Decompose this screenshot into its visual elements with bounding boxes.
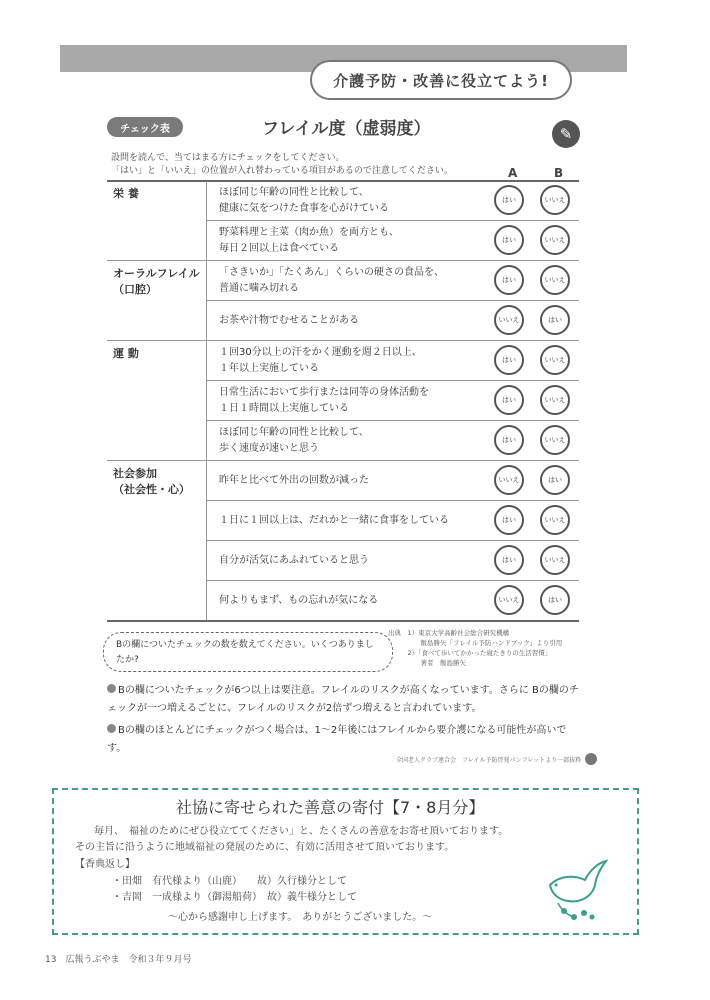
answer-b-option[interactable]: いいえ (540, 345, 570, 375)
row-separator (206, 500, 579, 501)
bullet-icon (107, 724, 116, 733)
count-prompt-bubble: Bの欄についたチェックの数を数えてください。いくつありましたか? (103, 632, 393, 672)
table-bottom-rule (107, 620, 579, 622)
answer-a-option[interactable]: はい (494, 225, 524, 255)
note-1-text: Bの欄についたチェックが6つ以上は要注意。フレイルのリスクが高くなっています。さらに Bの欄のチェックが一つ増えるごとに、フレイルのリスクが2倍ずつ増えると言われています。 (107, 685, 579, 714)
category-separator (107, 340, 579, 341)
category-social: 社会参加 （社会性・心） (113, 467, 190, 496)
note-2 (107, 722, 585, 758)
question-text: １日に１回以上は、だれかと一緒に食事をしている (219, 515, 449, 526)
question-text: 昨年と比べて外出の回数が減った (219, 475, 369, 486)
intro-line-1: 設問を読んで、当てはまる方にチェックをしてください。 (111, 153, 345, 163)
answer-b-option[interactable]: いいえ (540, 225, 570, 255)
note-2-text: Bの欄のほとんどにチェックがつく場合は、1〜2年後にはフレイルから要介護になる可能性が高いです。 (107, 725, 567, 754)
question-text: 何よりもまず、もの忘れが気になる (219, 595, 379, 606)
answer-a-option[interactable]: はい (494, 545, 524, 575)
question-text: 自分が活気にあふれていると思う (219, 555, 369, 566)
answer-b-option[interactable]: いいえ (540, 505, 570, 535)
donation-line: 【香典返し】 (75, 859, 135, 870)
question-text: 野菜料理と主菜（肉か魚）を両方とも、 毎日２回以上は食べている (219, 227, 399, 254)
table-divider (206, 181, 207, 621)
page-footer: 13 広報うぶやま 令和３年９月号 (45, 955, 192, 965)
answer-a-option[interactable]: はい (494, 185, 524, 215)
row-separator (206, 380, 579, 381)
column-b-header: B (554, 166, 564, 180)
donation-title: 社協に寄せられた善意の寄付【7・8月分】 (176, 798, 485, 817)
answer-b-option[interactable]: いいえ (540, 265, 570, 295)
donation-line: 〜心から感謝申し上げます。 ありがとうございました。〜 (168, 912, 433, 923)
intro-line-2: 「はい」と「いいえ」の位置が入れ替わっている項目があるので注意してください。 (111, 166, 453, 176)
bullet-icon (107, 684, 116, 693)
credit-marker-icon (585, 753, 597, 765)
question-text: １回30分以上の汗をかく運動を週２日以上、 １年以上実施している (219, 347, 422, 374)
donation-line: 毎月、 福祉のためにぜひ役立ててください」と、たくさんの善意をお寄せ頂いております。 (94, 826, 509, 837)
answer-b-option[interactable]: いいえ (540, 185, 570, 215)
answer-b-option[interactable]: はい (540, 305, 570, 335)
row-separator (206, 220, 579, 221)
row-separator (206, 540, 579, 541)
answer-b-option[interactable]: いいえ (540, 425, 570, 455)
source-line: 飯島勝矢「フレイル予防ハンドブック」より引用 (388, 639, 563, 647)
row-separator (206, 420, 579, 421)
credit-text: 全国老人クラブ連合会 フレイル予防啓発パンフレットより一部抜粋 (396, 757, 582, 764)
source-citation (388, 628, 588, 668)
question-text: ほぼ同じ年齢の同性と比較して、 健康に気をつけた食事を心がけている (219, 187, 389, 214)
category-separator (107, 260, 579, 261)
dove-icon (540, 855, 610, 925)
category-exercise: 運 動 (113, 347, 139, 360)
answer-a-option[interactable]: はい (494, 425, 524, 455)
note-1 (107, 682, 585, 718)
category-nutrition: 栄 養 (113, 187, 139, 200)
source-line: 著者 飯島勝矢 (388, 659, 466, 667)
page-title: フレイル度（虚弱度） (262, 119, 431, 139)
pencil-icon: ✎ (552, 120, 580, 148)
table-top-rule (107, 180, 579, 182)
question-text: 「さきいか」「たくあん」くらいの硬さの食品を、 普通に噛み切れる (219, 267, 444, 294)
question-text: 日常生活において歩行または同等の身体活動を １日１時間以上実施している (219, 387, 429, 414)
question-text: ほぼ同じ年齢の同性と比較して、 歩く速度が速いと思う (219, 427, 369, 454)
row-separator (206, 300, 579, 301)
source-line: 出典 1）東京大学高齢社会総合研究機構 (388, 629, 510, 637)
section-banner: 介護予防・改善に役立てよう! (310, 60, 572, 100)
answer-a-option[interactable]: はい (494, 265, 524, 295)
donation-line: ・田畑 有代様より（山鹿） 故）久行様分として (112, 876, 347, 887)
source-line: 2）「食べて歩いてかかった寝たきりの生活習慣」 (388, 649, 552, 657)
answer-b-option[interactable]: はい (540, 465, 570, 495)
donation-line: その主旨に沿うように地域福祉の発展のために、有効に活用させて頂いております。 (75, 842, 455, 853)
checklist-tag: チェック表 (107, 117, 183, 137)
answer-a-option[interactable]: いいえ (494, 305, 524, 335)
donation-line: ・吉岡 一成様より（御湯船荷） 故）義牛様分として (112, 892, 357, 903)
answer-a-option[interactable]: いいえ (494, 585, 524, 615)
category-oral: オーラルフレイル （口腔） (113, 267, 200, 296)
row-separator (206, 580, 579, 581)
answer-a-option[interactable]: はい (494, 345, 524, 375)
answer-a-option[interactable]: いいえ (494, 465, 524, 495)
question-text: お茶や汁物でむせることがある (219, 315, 359, 326)
column-a-header: A (508, 166, 518, 180)
answer-b-option[interactable]: はい (540, 585, 570, 615)
answer-b-option[interactable]: いいえ (540, 545, 570, 575)
category-separator (107, 460, 579, 461)
answer-a-option[interactable]: はい (494, 505, 524, 535)
answer-b-option[interactable]: いいえ (540, 385, 570, 415)
answer-a-option[interactable]: はい (494, 385, 524, 415)
